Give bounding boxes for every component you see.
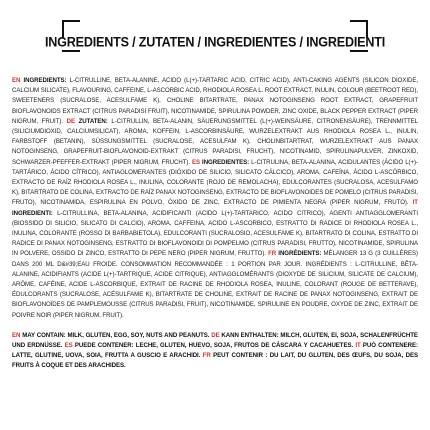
allergen-text-de: MILCH, GLUTEN, EI, SOJA, SCHALENFRÜCHTE UND ERDNÜSSE. <box>12 331 418 350</box>
ingredients-paragraph <box>12 76 418 321</box>
allergen-text-en: MILK, GLUTEN, EGG, SOY, NUTS AND PEANUTS. <box>67 331 210 339</box>
allergen-code-en: EN <box>12 331 21 339</box>
allergen-heading-es: PUEDE CONTENER: <box>74 342 134 350</box>
ingredients-content <box>12 76 418 372</box>
lang-code-de: DE <box>66 117 75 125</box>
allergens-paragraph <box>12 331 418 372</box>
ingredients-heading-it: INGREDIENTI: <box>12 209 53 217</box>
allergen-heading-en: MAY CONTAIN: <box>22 331 66 339</box>
allergen-heading-it: PUÒ CONTENERE: <box>362 342 418 350</box>
allergen-heading-fr: PEUT CONTENIR : <box>213 352 268 360</box>
corner-bracket-bottom-left <box>62 50 80 52</box>
ingredients-heading-de: ZUTATEN: <box>78 117 108 125</box>
allergen-code-it: IT <box>355 342 361 350</box>
allergen-text-fr: DU LAIT, DU GLUTEN, DES ŒUFS, DU SOJA, DES FRUITS À COQUE ET DES ARACHIDES. <box>12 352 418 370</box>
lang-code-fr: FR <box>268 250 277 258</box>
allergen-code-de: DE <box>211 331 220 339</box>
allergen-code-fr: FR <box>202 352 211 360</box>
allergen-text-es: LECHE, GLUTEN, HUEVO, SOJA, FRUTOS DE CÁSCARA Y CACAHUETES. <box>135 342 354 350</box>
page-title: INGREDIENTS / ZUTATEN / INGREDIENTES / INGREDIENTI <box>44 34 386 50</box>
lang-code-es: ES <box>192 158 201 166</box>
allergen-text-it: LATTE, GLUTINE, UOVA, SOIA, FRUTTA A GUSCIO E ARACHIDI. <box>12 352 201 360</box>
ingredients-text-de: L-CITRULLIN, BETA-ALANIN, SÄUERUNGSMITTEL (L(+)-WEINSÄURE, CITRONENSÄURE), TRENNMITTEL (SILICIUMDIOXID, CALCIUMSILICAT), AROMA, KOFFEIN, L-ASCORBINSÄURE, WURZELEXTRAKT AUS RHODIOLA ROSEA L., INULIN, FARBSTOFF (BETANIN), SÜSSUNGSMITTEL (SUCRALOSE, ACESULFAM K), CHOLINBITARTRAT, WURZELEXTRAKT AUS PANAX NOTOGINSENG, GRAPEFRUIT-BIOFLAVONOID-EXTRAKT (CITRUS PARADISI, FRUCHT), NICOTINAMID, SPIRULINAPULVER, ZINKOXID, SCHWARZER-PFEFFER-EXTRAKT (PIPER NIGRUM, FRUCHT). <box>12 117 418 166</box>
lang-code-en: EN <box>12 77 21 84</box>
allergen-code-es: ES <box>64 342 73 350</box>
ingredients-heading-es: INGREDIENTES: <box>202 158 250 166</box>
ingredients-text-fr: MÉLANGER 13 G (3 CUILLÈRES) DANS 200 ML D&#39;EAU FROIDE. CONSOMMATION RECOMMANDÉE : 1 PORTION PAR JOUR. INGRÉDIENTS : L-CITRULLINE, BÊTA-ALANINE, ACIDIFIANTS (ACIDE L(+)-TARTRIQUE, ACIDE CITRIQUE), ANTIAGGLOMÉRANTS (DIOXYDE DE SILICIUM, SILICATE DE CALCIUM), ARÔME, CAFÉINE, ACIDE L-ASCORBIQUE, EXTRAIT DE RACINE DE RHODIOLA ROSEA, INULINE, COLORANT (ROUGE DE BETTERAVE), ÉDULCORANTS (SUCRALOSE, ACÉSULFAME K), BITARTRATE DE CHOLINE, EXTRAIT DE RACINE DE PANAX NOTOGINSENG, EXTRAIT DE BIOFLAVONOÏDES DE PAMPLEMOUSSE (CITRUS PARADISI, FRUIT), NICOTINAMIDE, SPIRULINE EN POUDRE, OXYDE DE ZINC, EXTRAIT DE POIVRE NOIR (PIPER NIGRUM, FRUIT). <box>12 250 418 319</box>
ingredients-heading-fr: INGRÉDIENTS: <box>278 250 322 258</box>
lang-code-it: IT <box>412 199 418 207</box>
ingredients-text-en: L-CITRULLINE, BETA-ALANINE, ACIDO (L(+)-TARTARIC ACID, CITRIC ACID), ANTI-CAKING AGENTS (SILICON DIOXIDE, CALCIUM SILICATE), FLAVOURING, CAFFEINE, L-ASCORBIC ACID, RHODIOLA ROSEA L. ROOT EXTRACT, INULIN, COLOUR (BEETROOT RED), SWEETENERS (SUCRALOSE, ACESULFAME K), CHOLINE BITARTRATE, PANAX NOTOGINSENG ROOT EXTRACT, GRAPEFRUIT BIOFLAVONOIDS EXTRACT (CITRUS PARADISI FRUIT), NICOTINAMIDE, SPIRULINA POWDER, ZINC OXIDE, BLACK PEPPER EXTRACT (PIPER NIGRUM, FRUIT). <box>12 77 418 125</box>
allergen-heading-de: KANN ENTHALTEN: <box>221 331 279 339</box>
corner-bracket-bottom-right <box>350 50 368 52</box>
ingredients-text-es: L-CITRULINA, BETA-ALANINA, ACIDULANTES (ÁCIDO L(+)-TARTÁRICO, ÁCIDO CÍTRICO), ANTIAGLOMERANTES (DIÓXIDO DE SILICIO, SILICATO CÁLCICO), AROMA, CAFEÍNA, ÁCIDO L-ASCÓRBICO, EXTRACTO DE RAÍZ RHODIOLA ROSEA L., INULINA, COLORANTE (ROJO DE REMOLACHA), EDULCORANTES (SUCRALOSA, ACESULFAMO K), BITARTRATO DE COLINA, EXTRACTO DE RAÍZ PANAX NOTOGINSENG, EXTRACTO DE BIOFLAVONOIDES DE POMELO (CITRUS PARADISI, FRUTO), NICOTINAMIDA, ESPIRULINA EN POLVO, ÓXIDO DE ZINC, EXTRACTO DE PIMIENTA NEGRA (PIPER NIGRUM, FRUTO). <box>12 158 418 207</box>
ingredients-text-it: L-CITRULLINA, BETA-ALANINA, ACIDIFICANTI (ACIDO L(+)-TARTARICO, ACIDO CITRICO), AGENTI ANTIAGGLOMERANTI (BIOSSIDO DI SILICIO, SILICATO DI CALCIO), AROMA, CAFFEINA, ACIDO L-ASCORBICO, ESTRATTO DI RADICE DI RHODIOLA ROSEA L., INULINA, COLORANTE (ROSSO DI BARBABIETOLA), EDULCORANTI (SUCRALOSIO, ACESULFAME K), BITARTRATO DI COLINA, ESTRATTO DI RADICE DI PANAX NOTOGINSENG, ESTRATTO DI BIOFLAVONOIDI DI POMPELMO (CITRUS PARADISI, FRUTTO), NICOTINAMIDE, SPIRULINA IN POLVERE, OSSIDO DI ZINCO, ESTRATTO DI PEPE NERO (PIPER NIGRUM, FRUTTO). <box>12 209 418 258</box>
ingredients-heading-en: INGREDIENTS: <box>23 77 67 84</box>
